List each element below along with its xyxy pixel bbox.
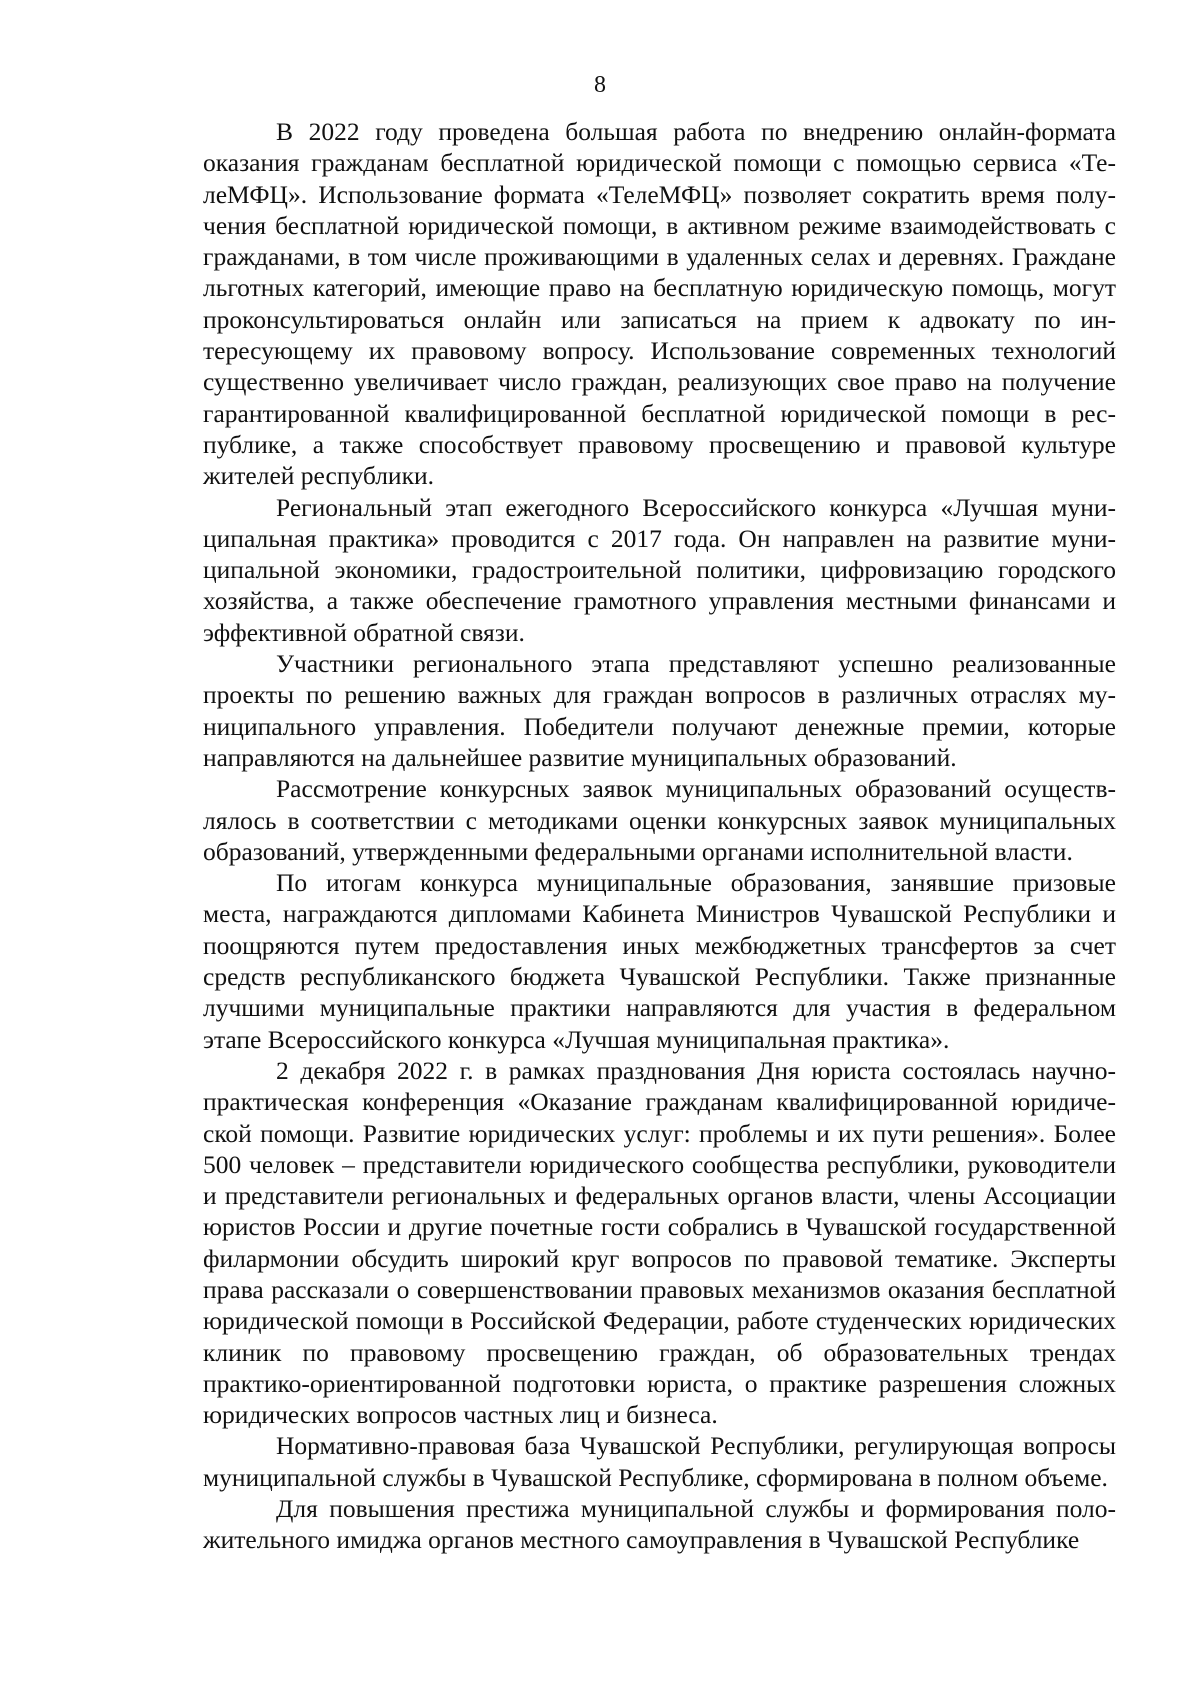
paragraph-participants: Участники регионального этапа представляют успешно реализованные проекты по решению важных для граждан вопросов в различных отраслях муниципального управления. Победители получают денежные премии, которые направляются на дальнейшее развитие муниципальных образований. bbox=[203, 649, 1116, 772]
paragraph-telemfc: В 2022 году проведена большая работа по внедрению онлайн-формата оказания гражданам бесплатной юридической помощи с помощью сервиса «ТелеМФЦ». Использование формата «ТелеМФЦ» позволяет сократить время получения бесплатной юридической помощи, в активном режиме взаимодействовать с гражданами, в том числе проживающими в удаленных селах и деревнях. Граждане льготных категорий, имеющие право на бесплатную юридическую помощь, могут проконсультироваться онлайн или записаться на прием к адвокату по интересующему их правовому вопросу. Использование современных технологий существенно увеличивает число граждан, реализующих свое право на получение гарантированной квалифицированной бесплатной юридической помощи в республике, а также способствует правовому просвещению и правовой культуре жителей республики. bbox=[203, 117, 1116, 491]
paragraph-regional-stage: Региональный этап ежегодного Всероссийского конкурса «Лучшая муниципальная практика» проводится с 2017 года. Он направлен на развитие муниципальной экономики, градостроительной политики, цифровизацию городского хозяйства, а также обеспечение грамотного управления местными финансами и эффективной обратной связи. bbox=[203, 492, 1116, 647]
page-number: 8 bbox=[594, 72, 606, 98]
paragraph-regulatory-base: Нормативно-правовая база Чувашской Республики, регулирующая вопросы муниципальной службы в Чувашской Республике, сформирована в полном объеме. bbox=[203, 1431, 1116, 1492]
document-body bbox=[203, 116, 1116, 1556]
paragraph-lawyer-day-conference: 2 декабря 2022 г. в рамках празднования Дня юриста состоялась научно-практическая конференция «Оказание гражданам квалифицированной юридической помощи. Развитие юридических услуг: проблемы и их пути решения». Более 500 человек – представители юридического сообщества республики, руководители и представители региональных и федеральных органов власти, члены Ассоциации юристов России и другие почетные гости собрались в Чувашской государственной филармонии обсудить широкий круг вопросов по правовой тематике. Эксперты права рассказали о совершенствовании правовых механизмов оказания бесплатной юридической помощи в Российской Федерации, работе студенческих юридических клиник по правовому просвещению граждан, об образовательных трендах практико-ориентированной подготовки юриста, о практике разрешения сложных юридических вопросов частных лиц и бизнеса. bbox=[203, 1055, 1116, 1430]
paragraph-review-applications: Рассмотрение конкурсных заявок муниципальных образований осуществлялось в соответствии с методиками оценки конкурсных заявок муниципальных образований, утвержденными федеральными органами исполнительной власти. bbox=[203, 774, 1116, 866]
paragraph-municipal-prestige: Для повышения престижа муниципальной службы и формирования положительного имиджа органов местного самоуправления в Чувашской Республике bbox=[203, 1494, 1116, 1555]
paragraph-contest-results: По итогам конкурса муниципальные образования, занявшие призовые места, награждаются дипломами Кабинета Министров Чувашской Республики и поощряются путем предоставления иных межбюджетных трансфертов за счет средств республиканского бюджета Чувашской Республики. Также признанные лучшими муниципальные практики направляются для участия в федеральном этапе Всероссийского конкурса «Лучшая муниципальная практика». bbox=[203, 868, 1116, 1054]
